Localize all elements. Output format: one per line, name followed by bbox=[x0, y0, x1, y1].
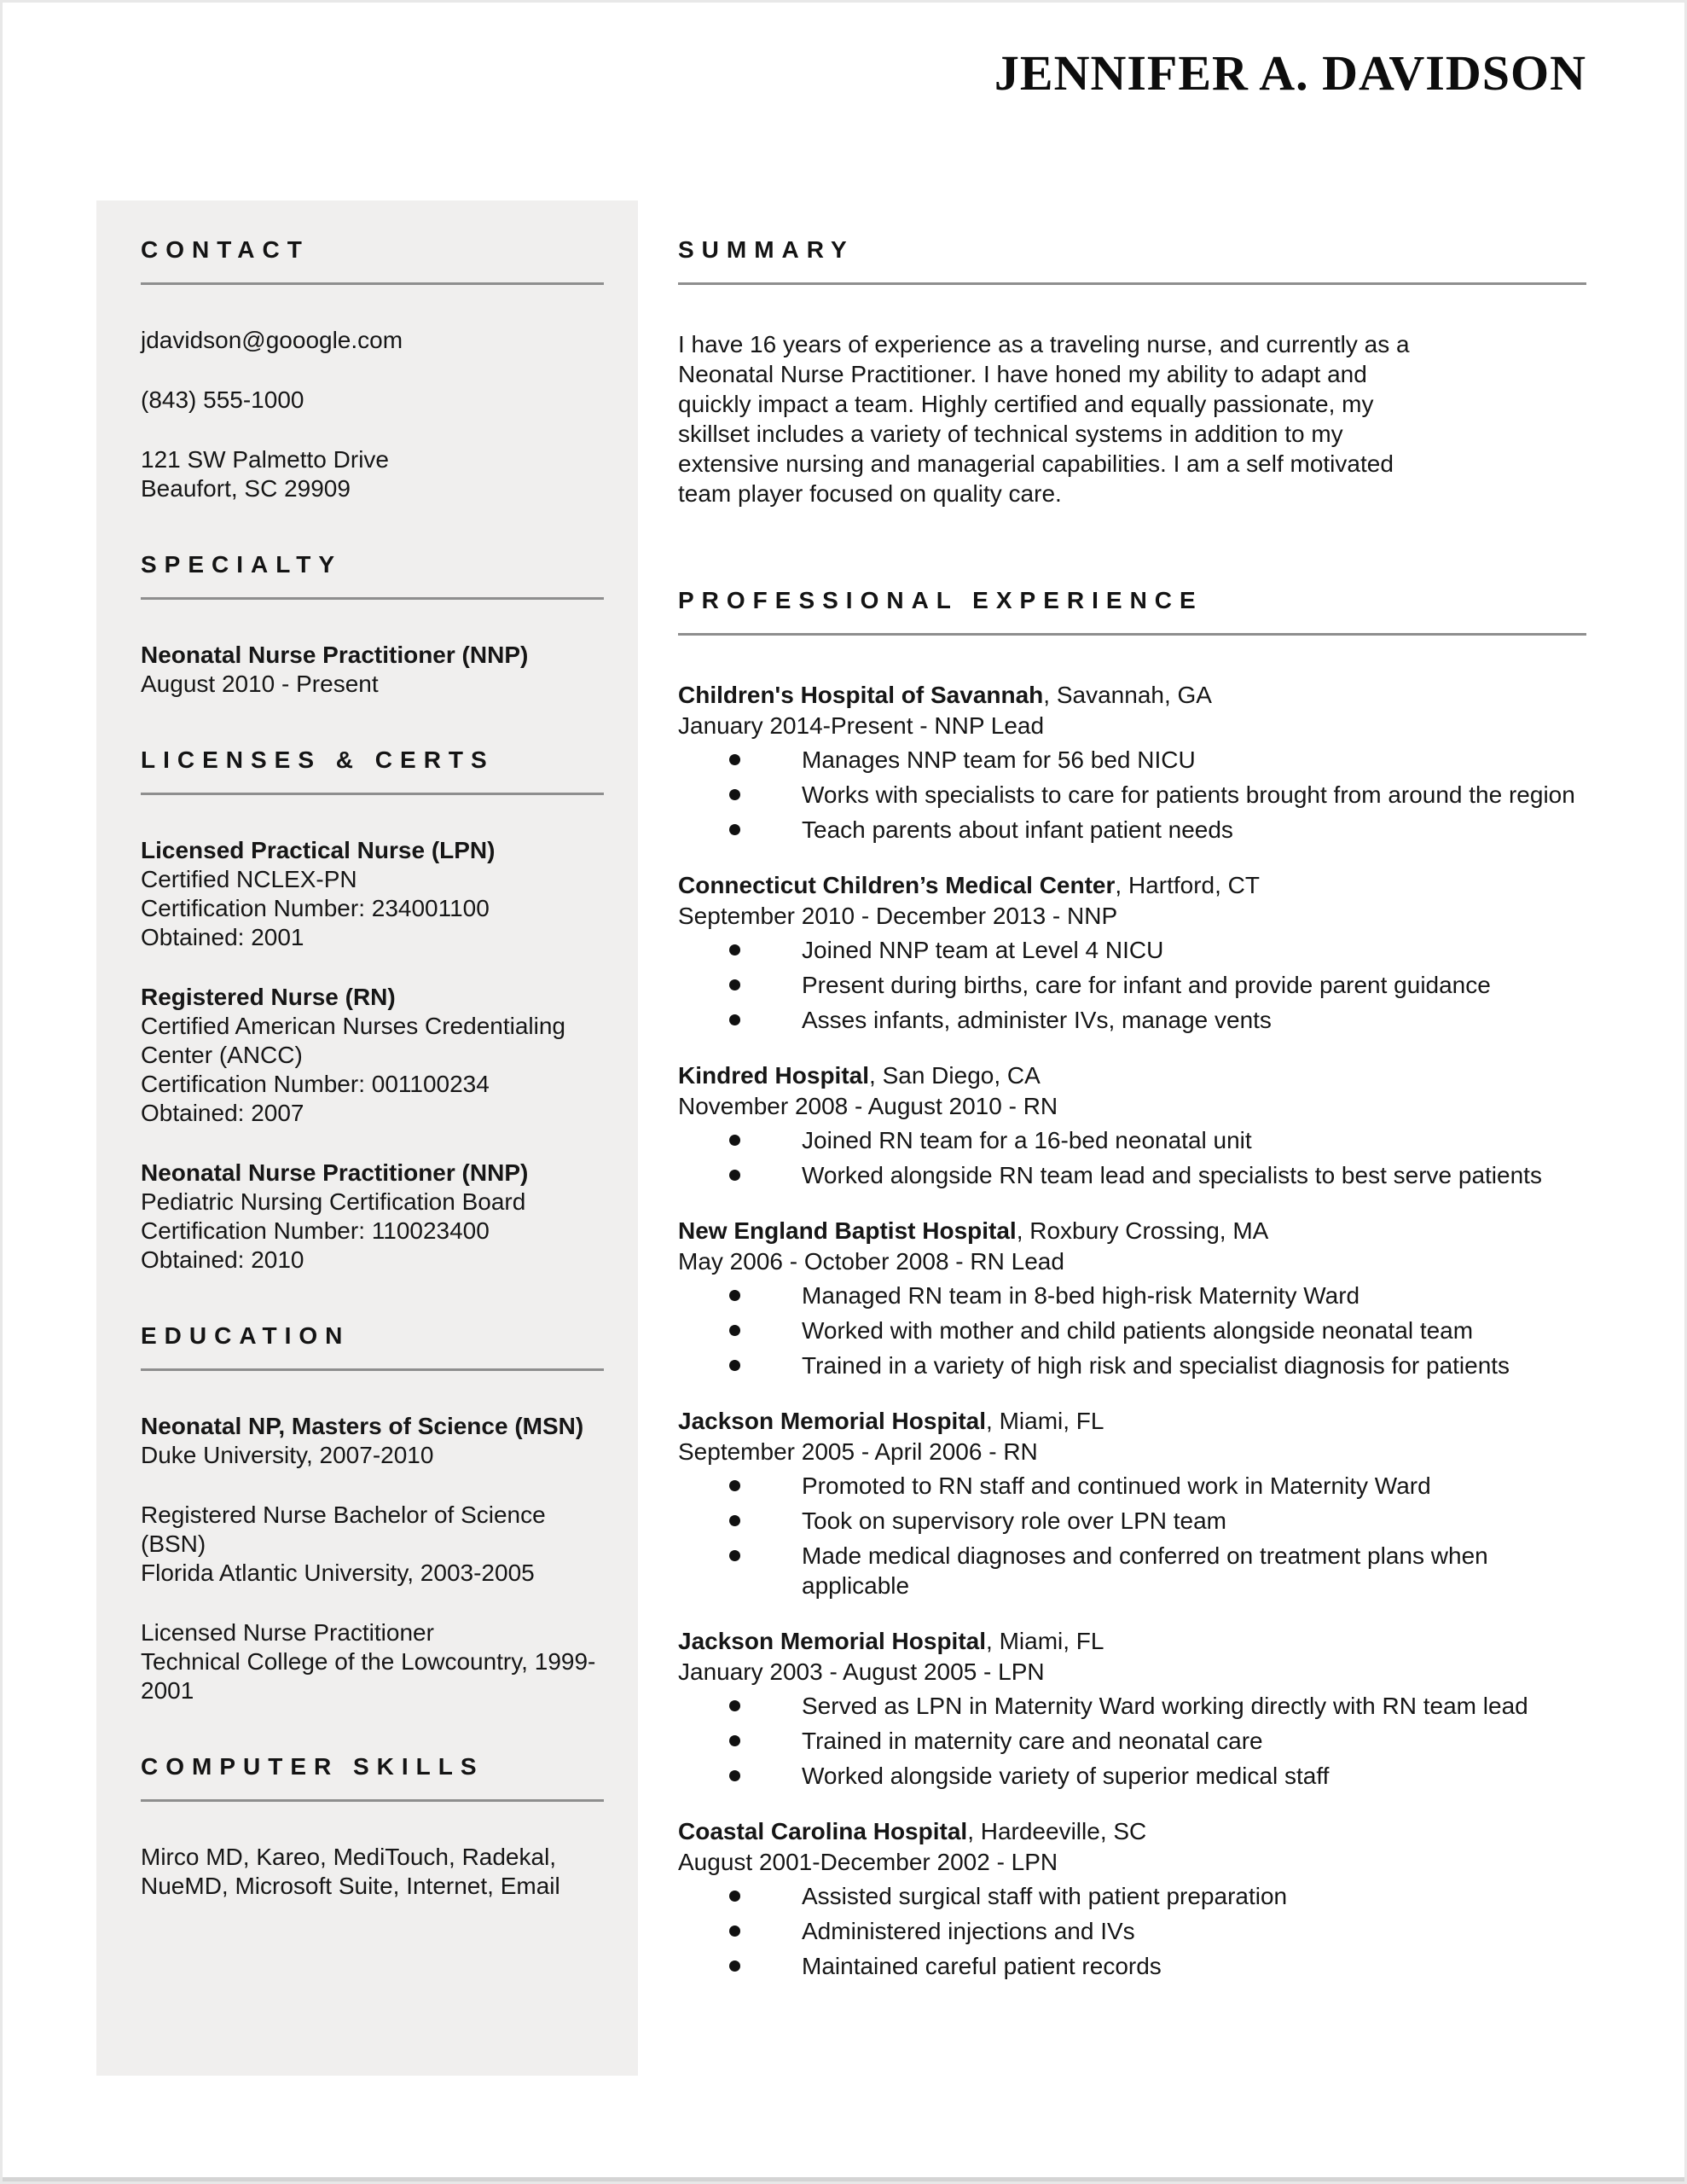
job-location: , Hardeeville, SC bbox=[967, 1818, 1147, 1844]
bullet-item bbox=[678, 935, 1586, 965]
bullet-item bbox=[678, 780, 1586, 810]
bullet-icon bbox=[729, 1891, 740, 1902]
section-divider bbox=[678, 633, 1586, 636]
license-name: Neonatal Nurse Practitioner (NNP) bbox=[141, 1159, 529, 1186]
bullet-icon bbox=[729, 1480, 740, 1491]
education-school: Duke University, 2007-2010 bbox=[141, 1442, 434, 1468]
license-name: Licensed Practical Nurse (LPN) bbox=[141, 837, 496, 863]
job-header bbox=[678, 1626, 1586, 1656]
experience-section bbox=[678, 587, 1586, 1981]
license-obtained: Obtained: 2010 bbox=[141, 1246, 304, 1273]
bullet-item bbox=[678, 970, 1586, 1000]
section-divider bbox=[141, 282, 604, 285]
bullet-item bbox=[678, 1471, 1586, 1501]
contact-email: jdavidson@gooogle.com bbox=[141, 327, 403, 353]
job-header bbox=[678, 1816, 1586, 1846]
job-bullets bbox=[678, 745, 1586, 845]
job-header bbox=[678, 680, 1586, 710]
bullet-icon bbox=[729, 1770, 740, 1781]
bullet-icon bbox=[729, 1360, 740, 1371]
summary-line: I have 16 years of experience as a traveling nurse, and currently as a bbox=[678, 331, 1410, 357]
bullet-text: Made medical diagnoses and conferred on treatment plans when applicable bbox=[802, 1542, 1488, 1599]
job-location: , Miami, FL bbox=[986, 1408, 1104, 1434]
bullet-item bbox=[678, 1005, 1586, 1035]
job-header bbox=[678, 1406, 1586, 1436]
bullet-text: Teach parents about infant patient needs bbox=[802, 816, 1233, 843]
bullet-text: Joined RN team for a 16-bed neonatal unit bbox=[802, 1127, 1252, 1153]
education-section-title: EDUCATION bbox=[141, 1322, 351, 1349]
job-entry bbox=[678, 870, 1586, 1035]
job-entry bbox=[678, 1406, 1586, 1600]
license-org: Pediatric Nursing Certification Board bbox=[141, 1188, 526, 1215]
bullet-item bbox=[678, 1916, 1586, 1946]
job-dates: May 2006 - October 2008 - RN Lead bbox=[678, 1248, 1064, 1275]
licenses-section bbox=[141, 746, 604, 1275]
section-divider bbox=[141, 1799, 604, 1802]
job-entry bbox=[678, 1060, 1586, 1190]
bullet-icon bbox=[729, 1014, 740, 1025]
page-title: JENNIFER A. DAVIDSON bbox=[994, 45, 1586, 101]
bullet-icon bbox=[729, 979, 740, 990]
bullet-text: Trained in a variety of high risk and specialist diagnosis for patients bbox=[802, 1352, 1510, 1379]
bullet-text: Trained in maternity care and neonatal care bbox=[802, 1728, 1263, 1754]
job-employer: Kindred Hospital bbox=[678, 1062, 870, 1089]
bullet-item bbox=[678, 1726, 1586, 1756]
bullet-icon bbox=[729, 754, 740, 765]
bullet-text: Assisted surgical staff with patient preparation bbox=[802, 1883, 1288, 1909]
bullet-item bbox=[678, 1506, 1586, 1536]
bullet-icon bbox=[729, 1170, 740, 1181]
bullet-icon bbox=[729, 1290, 740, 1301]
sidebar bbox=[96, 200, 638, 2076]
license-entry bbox=[141, 836, 604, 952]
bullet-icon bbox=[729, 1926, 740, 1937]
license-org: Certified American Nurses Credentialing Center (ANCC) bbox=[141, 1013, 565, 1068]
summary-line: quickly impact a team. Highly certified and equally passionate, my bbox=[678, 391, 1374, 417]
main-column bbox=[678, 200, 1586, 1981]
bullet-icon bbox=[729, 789, 740, 800]
section-divider bbox=[678, 282, 1586, 285]
specialty-role: Neonatal Nurse Practitioner (NNP) bbox=[141, 642, 529, 668]
license-entry bbox=[141, 983, 604, 1128]
summary-section bbox=[678, 236, 1586, 508]
education-school: Florida Atlantic University, 2003-2005 bbox=[141, 1560, 535, 1586]
job-entry bbox=[678, 680, 1586, 845]
licenses-section-title: LICENSES & CERTS bbox=[141, 746, 495, 773]
computer-skills-section-title: COMPUTER SKILLS bbox=[141, 1753, 484, 1780]
bullet-icon bbox=[729, 1515, 740, 1526]
license-entry bbox=[141, 1159, 604, 1275]
bullet-icon bbox=[729, 1325, 740, 1336]
job-entry bbox=[678, 1816, 1586, 1981]
computer-skills-section bbox=[141, 1753, 604, 1901]
job-dates: January 2003 - August 2005 - LPN bbox=[678, 1658, 1045, 1685]
license-obtained: Obtained: 2001 bbox=[141, 924, 304, 950]
contact-section-title: CONTACT bbox=[141, 236, 310, 263]
contact-address-line1: 121 SW Palmetto Drive bbox=[141, 446, 389, 473]
bullet-text: Worked alongside variety of superior medical staff bbox=[802, 1763, 1330, 1789]
bullet-text: Works with specialists to care for patients brought from around the region bbox=[802, 781, 1575, 808]
contact-address-line2: Beaufort, SC 29909 bbox=[141, 475, 351, 502]
bullet-item bbox=[678, 1350, 1586, 1380]
bullet-text: Took on supervisory role over LPN team bbox=[802, 1507, 1226, 1534]
bullet-text: Maintained careful patient records bbox=[802, 1953, 1162, 1979]
job-employer: Children's Hospital of Savannah bbox=[678, 682, 1044, 708]
bullet-item bbox=[678, 745, 1586, 775]
job-header bbox=[678, 870, 1586, 900]
contact-section bbox=[141, 236, 604, 503]
bullet-icon bbox=[729, 1960, 740, 1972]
license-number: Certification Number: 234001100 bbox=[141, 895, 490, 921]
bullet-text: Asses infants, administer IVs, manage vents bbox=[802, 1007, 1272, 1033]
experience-section-title: PROFESSIONAL EXPERIENCE bbox=[678, 587, 1203, 613]
license-org: Certified NCLEX-PN bbox=[141, 866, 357, 892]
job-bullets bbox=[678, 1691, 1586, 1791]
job-header bbox=[678, 1060, 1586, 1090]
bullet-item bbox=[678, 1691, 1586, 1721]
bullet-item bbox=[678, 1125, 1586, 1155]
section-divider bbox=[141, 793, 604, 795]
bullet-text: Served as LPN in Maternity Ward working directly with RN team lead bbox=[802, 1693, 1528, 1719]
license-name: Registered Nurse (RN) bbox=[141, 984, 396, 1010]
job-bullets bbox=[678, 935, 1586, 1035]
education-section bbox=[141, 1322, 604, 1705]
job-location: , Roxbury Crossing, MA bbox=[1016, 1217, 1269, 1244]
job-dates: August 2001-December 2002 - LPN bbox=[678, 1849, 1058, 1875]
bullet-item bbox=[678, 1541, 1586, 1600]
bullet-text: Managed RN team in 8-bed high-risk Maternity Ward bbox=[802, 1282, 1360, 1309]
job-employer: Jackson Memorial Hospital bbox=[678, 1628, 987, 1654]
education-entry bbox=[141, 1618, 604, 1705]
license-obtained: Obtained: 2007 bbox=[141, 1100, 304, 1126]
specialty-dates: August 2010 - Present bbox=[141, 671, 379, 697]
bullet-text: Worked with mother and child patients alongside neonatal team bbox=[802, 1317, 1474, 1344]
education-degree: Registered Nurse Bachelor of Science (BSN) bbox=[141, 1502, 546, 1557]
job-dates: January 2014-Present - NNP Lead bbox=[678, 712, 1045, 739]
job-bullets bbox=[678, 1125, 1586, 1190]
education-entry bbox=[141, 1412, 604, 1470]
summary-line: extensive nursing and managerial capabilities. I am a self motivated bbox=[678, 450, 1394, 477]
bullet-icon bbox=[729, 1135, 740, 1146]
job-employer: Coastal Carolina Hospital bbox=[678, 1818, 968, 1844]
job-employer: Jackson Memorial Hospital bbox=[678, 1408, 987, 1434]
education-degree: Licensed Nurse Practitioner bbox=[141, 1619, 434, 1646]
job-entry bbox=[678, 1216, 1586, 1380]
contact-phone: (843) 555-1000 bbox=[141, 386, 304, 413]
license-number: Certification Number: 001100234 bbox=[141, 1071, 490, 1097]
education-degree: Neonatal NP, Masters of Science (MSN) bbox=[141, 1413, 584, 1439]
bullet-text: Worked alongside RN team lead and specialists to best serve patients bbox=[802, 1162, 1542, 1188]
bullet-icon bbox=[729, 1700, 740, 1711]
bullet-text: Joined NNP team at Level 4 NICU bbox=[802, 937, 1164, 963]
summary-section-title: SUMMARY bbox=[678, 236, 855, 263]
bullet-text: Present during births, care for infant and provide parent guidance bbox=[802, 972, 1491, 998]
license-number: Certification Number: 110023400 bbox=[141, 1217, 490, 1244]
job-bullets bbox=[678, 1471, 1586, 1600]
bullet-icon bbox=[729, 1550, 740, 1561]
job-entry bbox=[678, 1626, 1586, 1791]
bullet-item bbox=[678, 1281, 1586, 1310]
summary-line: skillset includes a variety of technical systems in addition to my bbox=[678, 421, 1343, 447]
job-location: , San Diego, CA bbox=[869, 1062, 1041, 1089]
section-divider bbox=[141, 1368, 604, 1371]
bullet-item bbox=[678, 1160, 1586, 1190]
bullet-item bbox=[678, 1951, 1586, 1981]
job-header bbox=[678, 1216, 1586, 1246]
bullet-item bbox=[678, 1761, 1586, 1791]
bullet-text: Manages NNP team for 56 bed NICU bbox=[802, 746, 1196, 773]
job-location: , Hartford, CT bbox=[1115, 872, 1260, 898]
job-location: , Miami, FL bbox=[986, 1628, 1104, 1654]
summary-paragraph bbox=[678, 329, 1586, 508]
job-dates: September 2005 - April 2006 - RN bbox=[678, 1438, 1038, 1465]
job-bullets bbox=[678, 1881, 1586, 1981]
job-bullets bbox=[678, 1281, 1586, 1380]
job-dates: November 2008 - August 2010 - RN bbox=[678, 1093, 1058, 1119]
education-entry bbox=[141, 1501, 604, 1588]
bullet-text: Administered injections and IVs bbox=[802, 1918, 1135, 1944]
bullet-item bbox=[678, 1881, 1586, 1911]
computer-skills-list: Mirco MD, Kareo, MediTouch, Radekal, NueMD, Microsoft Suite, Internet, Email bbox=[141, 1844, 560, 1899]
section-divider bbox=[141, 597, 604, 600]
specialty-entry bbox=[141, 641, 604, 699]
bullet-icon bbox=[729, 824, 740, 835]
contact-address bbox=[141, 445, 604, 503]
specialty-section bbox=[141, 551, 604, 699]
job-employer: New England Baptist Hospital bbox=[678, 1217, 1017, 1244]
job-location: , Savannah, GA bbox=[1043, 682, 1212, 708]
education-school: Technical College of the Lowcountry, 1999-2001 bbox=[141, 1648, 596, 1704]
bullet-item bbox=[678, 815, 1586, 845]
summary-line: Neonatal Nurse Practitioner. I have honed my ability to adapt and bbox=[678, 361, 1367, 387]
summary-line: team player focused on quality care. bbox=[678, 480, 1062, 507]
bullet-item bbox=[678, 1316, 1586, 1345]
bullet-text: Promoted to RN staff and continued work in Maternity Ward bbox=[802, 1472, 1431, 1499]
bullet-icon bbox=[729, 1735, 740, 1746]
bullet-icon bbox=[729, 944, 740, 956]
specialty-section-title: SPECIALTY bbox=[141, 551, 343, 578]
job-dates: September 2010 - December 2013 - NNP bbox=[678, 903, 1118, 929]
job-employer: Connecticut Children’s Medical Center bbox=[678, 872, 1116, 898]
